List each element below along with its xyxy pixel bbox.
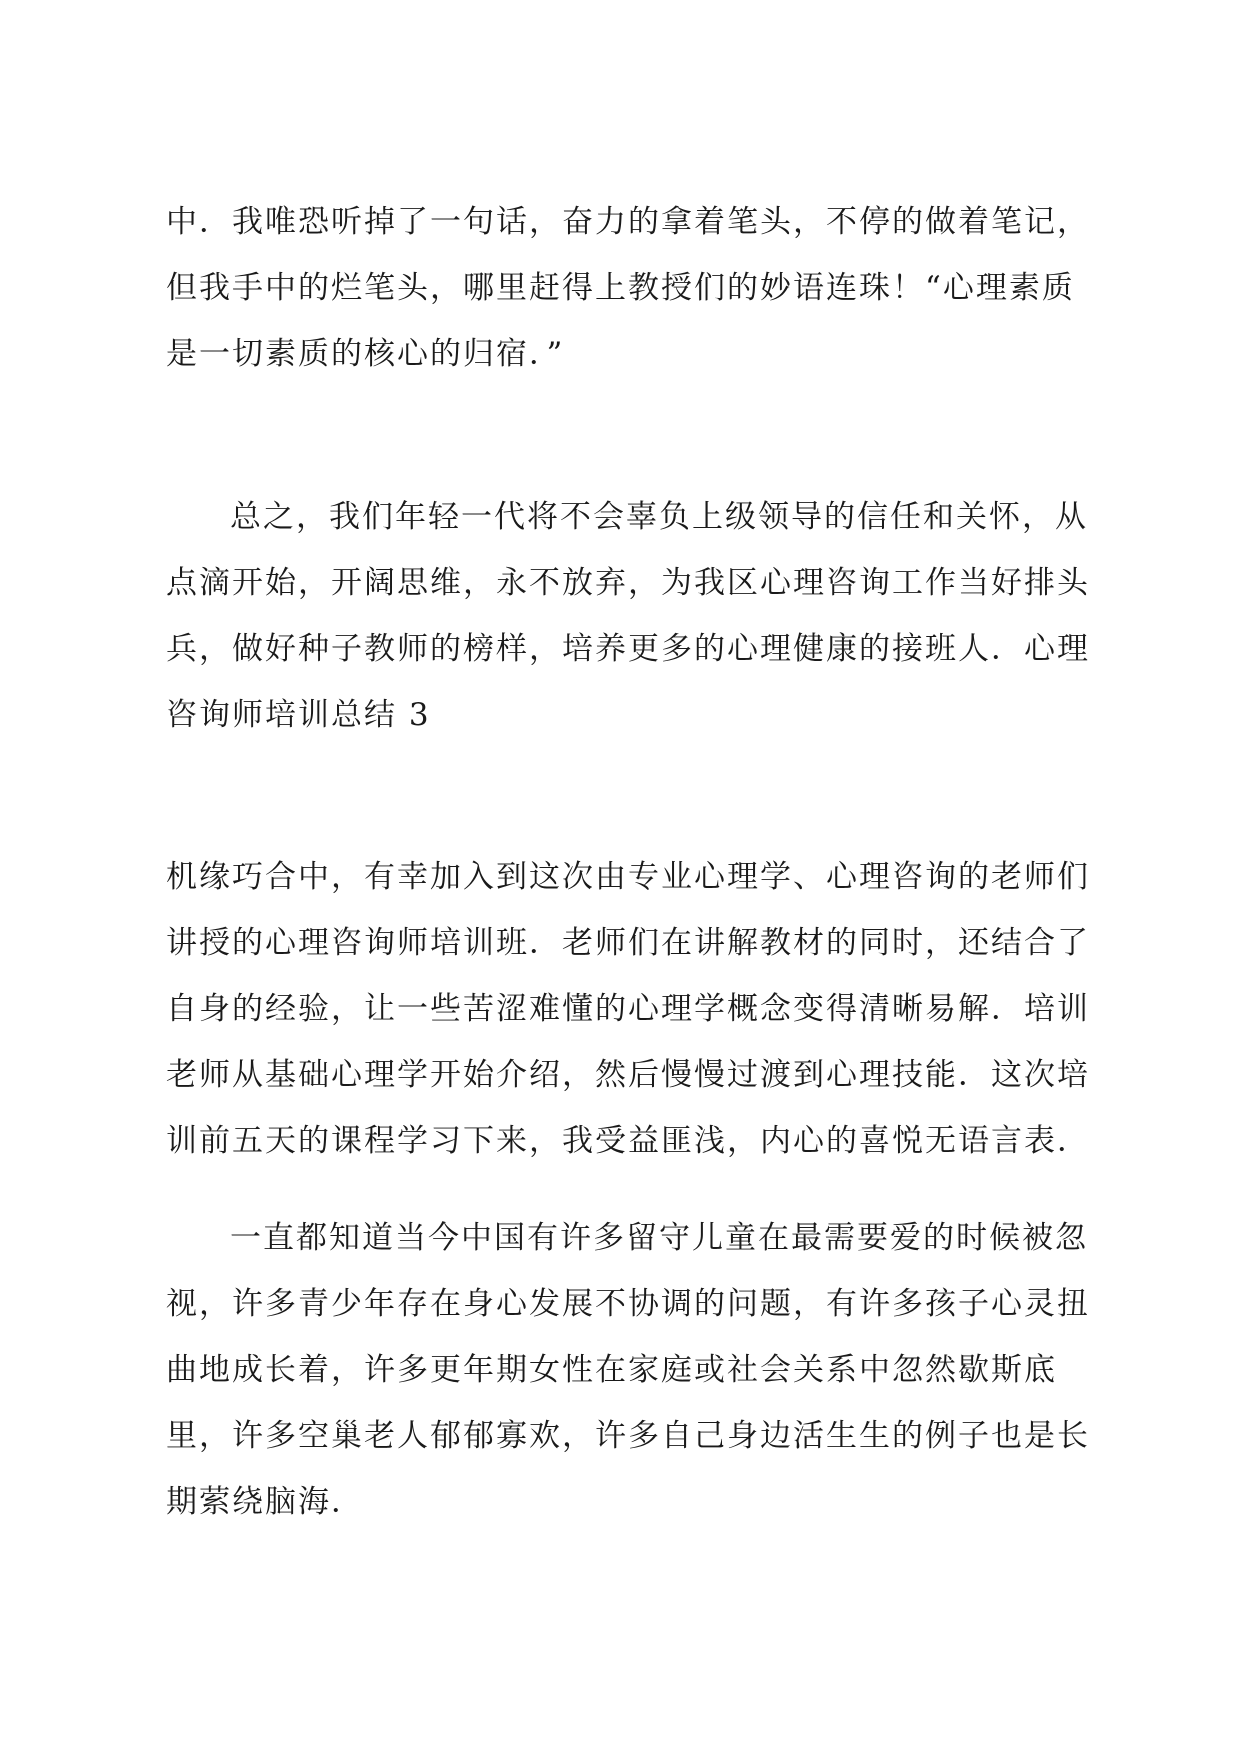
text-line: 里，许多空巢老人郁郁寡欢，许多自己身边活生生的例子也是长 bbox=[166, 1418, 1090, 1454]
text-line: 讲授的心理咨询师培训班．老师们在讲解教材的同时，还结合了 bbox=[166, 925, 1090, 961]
text-line: 老师从基础心理学开始介绍，然后慢慢过渡到心理技能．这次培 bbox=[166, 1057, 1090, 1093]
text-line: 咨询师培训总结 3 bbox=[166, 697, 431, 733]
text-line: 视，许多青少年存在身心发展不协调的问题，有许多孩子心灵扭 bbox=[166, 1286, 1090, 1322]
text-line: 自身的经验，让一些苦涩难懂的心理学概念变得清晰易解．培训 bbox=[166, 991, 1090, 1027]
paragraph-1 bbox=[166, 189, 1090, 387]
text-line: 期萦绕脑海． bbox=[166, 1484, 364, 1520]
text-line: 但我手中的烂笔头，哪里赶得上教授们的妙语连珠！“心理素质 bbox=[166, 270, 1075, 306]
paragraph-4 bbox=[166, 1205, 1090, 1535]
paragraph-2 bbox=[166, 484, 1090, 748]
text-line: 是一切素质的核心的归宿．” bbox=[166, 336, 565, 372]
text-line: 训前五天的课程学习下来，我受益匪浅，内心的喜悦无语言表． bbox=[166, 1123, 1090, 1159]
text-line: 总之，我们年轻一代将不会辜负上级领导的信任和关怀，从 bbox=[230, 499, 1088, 535]
text-line: 兵，做好种子教师的榜样，培养更多的心理健康的接班人．心理 bbox=[166, 631, 1090, 667]
text-line: 中．我唯恐听掉了一句话，奋力的拿着笔头，不停的做着笔记， bbox=[166, 204, 1090, 240]
text-line: 机缘巧合中，有幸加入到这次由专业心理学、心理咨询的老师们 bbox=[166, 859, 1090, 895]
text-line: 一直都知道当今中国有许多留守儿童在最需要爱的时候被忽 bbox=[230, 1220, 1088, 1256]
text-line: 曲地成长着，许多更年期女性在家庭或社会关系中忽然歇斯底 bbox=[166, 1352, 1057, 1388]
paragraph-3 bbox=[166, 844, 1090, 1174]
text-line: 点滴开始，开阔思维，永不放弃，为我区心理咨询工作当好排头 bbox=[166, 565, 1090, 601]
